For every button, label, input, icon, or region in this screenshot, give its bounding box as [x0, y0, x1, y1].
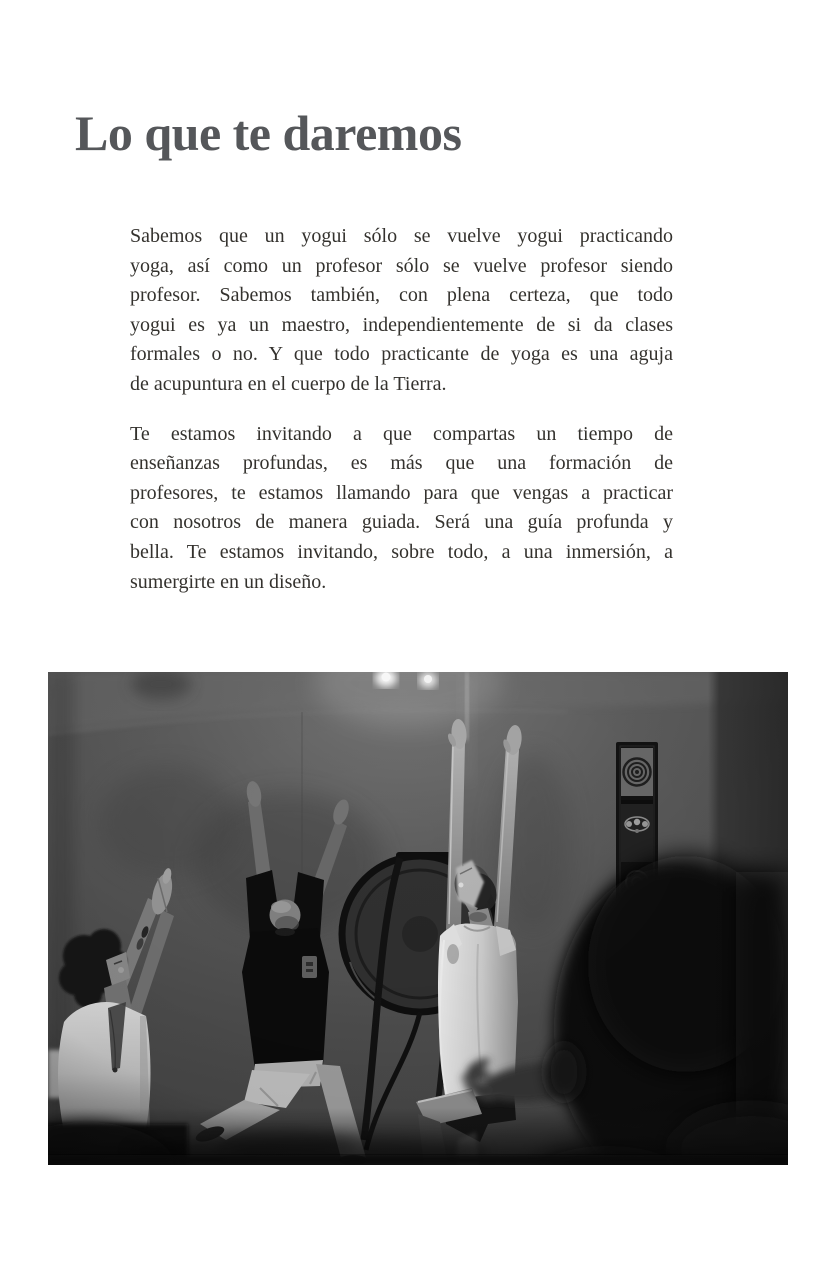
paragraph-1-line: yoga, así como un profesor sólo se vuelve profesor siendo — [130, 254, 673, 277]
body-text — [130, 222, 673, 617]
paragraph-2-line: con nosotros de manera guiada. Será una guía profunda y — [130, 511, 673, 534]
paragraph-2-line: enseñanzas profundas, es más que una formación de — [130, 452, 673, 475]
paragraph-2-line: sumergirte en un diseño. — [130, 570, 327, 593]
page-title: Lo que te daremos — [75, 105, 462, 161]
paragraph-2-line: Te estamos invitando a que compartas un tiempo de — [130, 422, 673, 445]
yoga-class-photo — [48, 672, 788, 1165]
paragraph-2 — [130, 420, 673, 598]
paragraph-1-line: formales o no. Y que todo practicante de yoga es una aguja — [130, 343, 673, 366]
paragraph-1-line: de acupuntura en el cuerpo de la Tierra. — [130, 372, 447, 395]
paragraph-1-line: yogui es ya un maestro, independientemente de si da clases — [130, 313, 673, 336]
paragraph-1-line: Sabemos que un yogui sólo se vuelve yogui practicando — [130, 225, 673, 247]
photo-vignette — [48, 672, 788, 1165]
paragraph-1-line: profesor. Sabemos también, con plena certeza, que todo — [130, 284, 673, 307]
paragraph-2-line: profesores, te estamos llamando para que vengas a practicar — [130, 481, 673, 504]
paragraph-2-line: bella. Te estamos invitando, sobre todo, a una inmersión, a — [130, 540, 673, 563]
paragraph-1 — [130, 222, 673, 400]
